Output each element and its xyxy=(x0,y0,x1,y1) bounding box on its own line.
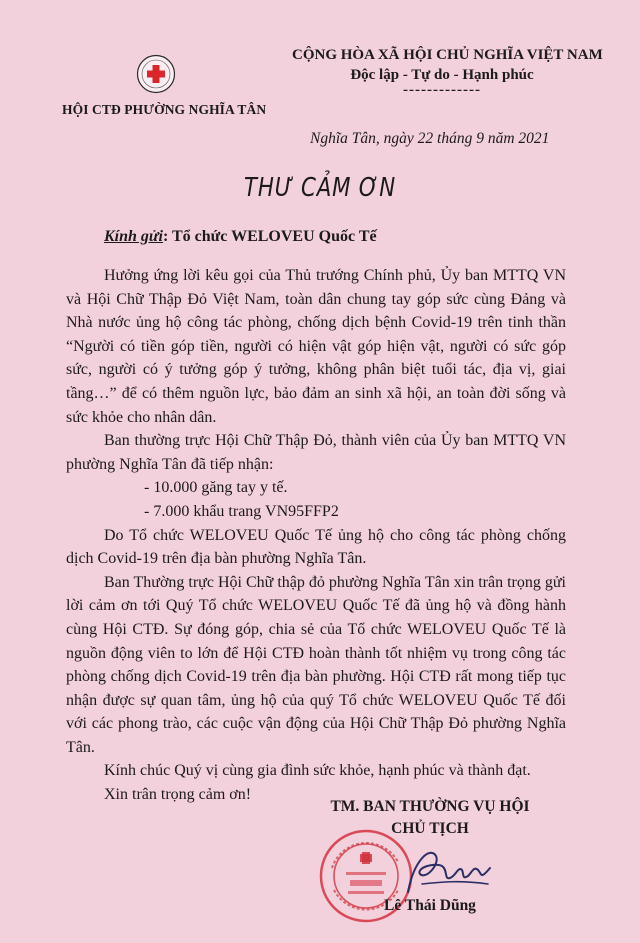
paragraph: Ban Thường trực Hội Chữ thập đỏ phường Nghĩa Tân xin trân trọng gửi lời cảm ơn tới Quý Tổ chức WELOVEU Quốc Tế đã ủng hộ và đồng hành cùng Hội CTĐ. Sự đóng góp, chia sẻ của Tổ chức WELOVEU Quốc Tế là nguồn động viên to lớn để Hội CTĐ hoàn thành tốt nhiệm vụ trong công tác phòng chống dịch Covid-19 trên địa bàn phường. Hội CTĐ rất mong tiếp tục nhận được sự quan tâm, ủng hộ của quý Tổ chức WELOVEU Quốc Tế đối với các phong trào, các cuộc vận động của Hội Chữ Thập Đỏ phường Nghĩa Tân. xyxy=(66,573,566,756)
recipient-name: Tổ chức WELOVEU Quốc Tế xyxy=(172,228,377,245)
country-name: CỘNG HÒA XÃ HỘI CHỦ NGHĨA VIỆT NAM xyxy=(292,47,603,63)
signatory-position: CHỦ TỊCH xyxy=(391,820,469,837)
recipient-separator: : xyxy=(162,228,172,245)
paragraph: Hưởng ứng lời kêu gọi của Thủ trướng Chính phủ, Ủy ban MTTQ VN và Hội Chữ Thập Đỏ Việt Nam, toàn dân chung tay góp sức cùng Đảng và Nhà nước ủng hộ công tác phòng, chống dịch bệnh Covid-19 trên tinh thần “Người có tiền góp tiền, người có hiện vật góp hiện vật, người có sức góp sức, người có ý tưởng góp ý tưởng, không phân biệt tuổi tác, địa vị, giai tầng…” để có thêm nguồn lực, bảo đảm an sinh xã hội, an toàn đời sống và sức khỏe cho nhân dân. xyxy=(66,267,566,426)
signatory-name: Lê Thái Dũng xyxy=(384,897,476,914)
paragraph: Do Tổ chức WELOVEU Quốc Tế ủng hộ cho công tác phòng chống dịch Covid-19 trên địa bàn phường Nghĩa Tân. xyxy=(66,526,566,568)
letter-title: THƯ CẢM ƠN xyxy=(244,173,396,203)
letter-body xyxy=(66,264,566,807)
national-motto: Độc lập - Tự do - Hạnh phúc xyxy=(350,67,534,83)
organization-name: HỘI CTĐ PHƯỜNG NGHĨA TÂN xyxy=(62,102,267,117)
dateline: Nghĩa Tân, ngày 22 tháng 9 năm 2021 xyxy=(310,130,550,147)
red-cross-emblem-icon xyxy=(136,54,176,94)
signatory-title: TM. BAN THƯỜNG VỤ HỘI xyxy=(330,798,530,815)
header-separator: ------------- xyxy=(403,82,481,98)
donation-item: - 7.000 khẩu trang VN95FFP2 xyxy=(144,502,339,520)
recipient-label: Kính gửi xyxy=(104,228,163,245)
national-header xyxy=(292,45,603,98)
donation-item: - 10.000 găng tay y tế. xyxy=(144,479,288,497)
paragraph: Ban thường trực Hội Chữ Thập Đỏ, thành viên của Ủy ban MTTQ VN phường Nghĩa Tân đã tiếp nhận: xyxy=(66,432,566,473)
paragraph: Kính chúc Quý vị cùng gia đình sức khỏe, hạnh phúc và thành đạt. xyxy=(104,762,531,780)
recipient-line xyxy=(104,228,377,246)
handwritten-signature xyxy=(400,840,500,902)
paragraph: Xin trân trọng cảm ơn! xyxy=(104,786,252,804)
